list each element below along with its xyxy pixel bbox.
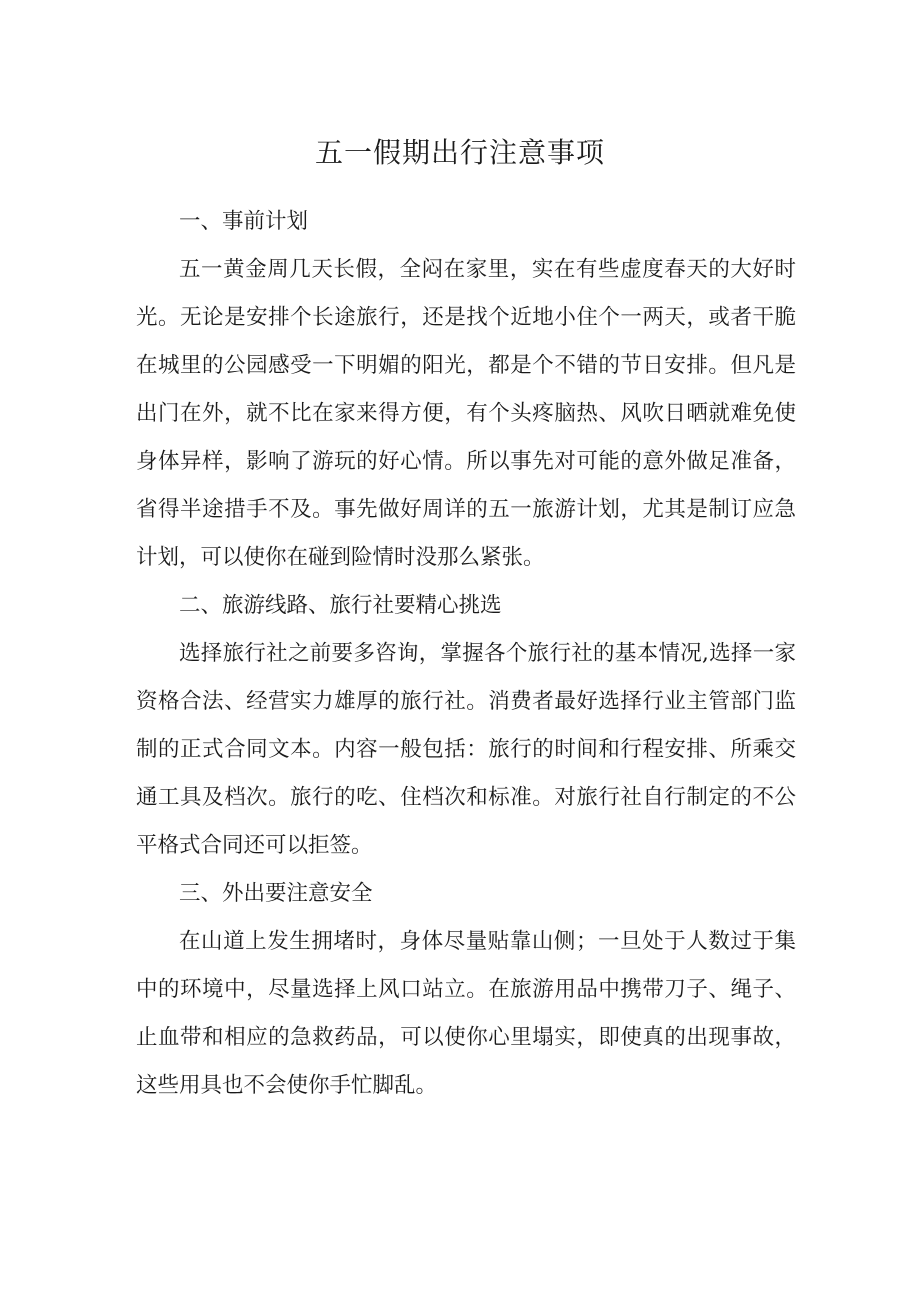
- section-paragraph-agency: 选择旅行社之前要多咨询，掌握各个旅行社的基本情况,选择一家资格合法、经营实力雄厚的旅行社。消费者最好选择行业主管部门监制的正式合同文本。内容一般包括：旅行的时间和行程安排、所乘交通工具及档次。旅行的吃、住档次和标准。对旅行社自行制定的不公平格式合同还可以拒签。: [136, 641, 796, 858]
- section-paragraph-safety: 在山道上发生拥堵时，身体尽量贴靠山侧；一旦处于人数过于集中的环境中，尽量选择上风口站立。在旅游用品中携带刀子、绳子、止血带和相应的急救药品，可以使你心里塌实，即使真的出现事故，这些用具也不会使你手忙脚乱。: [136, 929, 796, 1098]
- section-heading-agency: 二、旅游线路、旅行社要精心挑选: [179, 593, 502, 618]
- section-paragraph-plan: 五一黄金周几天长假，全闷在家里，实在有些虚度春天的大好时光。无论是安排个长途旅行，还是找个近地小住个一两天，或者干脆在城里的公园感受一下明媚的阳光，都是个不错的节日安排。但凡是出门在外，就不比在家来得方便，有个头疼脑热、风吹日晒就难免使身体异样，影响了游玩的好心情。所以事先对可能的意外做足准备，省得半途措手不及。事先做好周详的五一旅游计划，尤其是制订应急计划，可以使你在碰到险情时没那么紧张。: [136, 257, 796, 570]
- section-heading-plan: 一、事前计划: [179, 209, 309, 234]
- document-title: 五一假期出行注意事项: [314, 136, 605, 169]
- section-heading-safety: 三、外出要注意安全: [179, 881, 373, 906]
- document-body: [136, 198, 796, 1110]
